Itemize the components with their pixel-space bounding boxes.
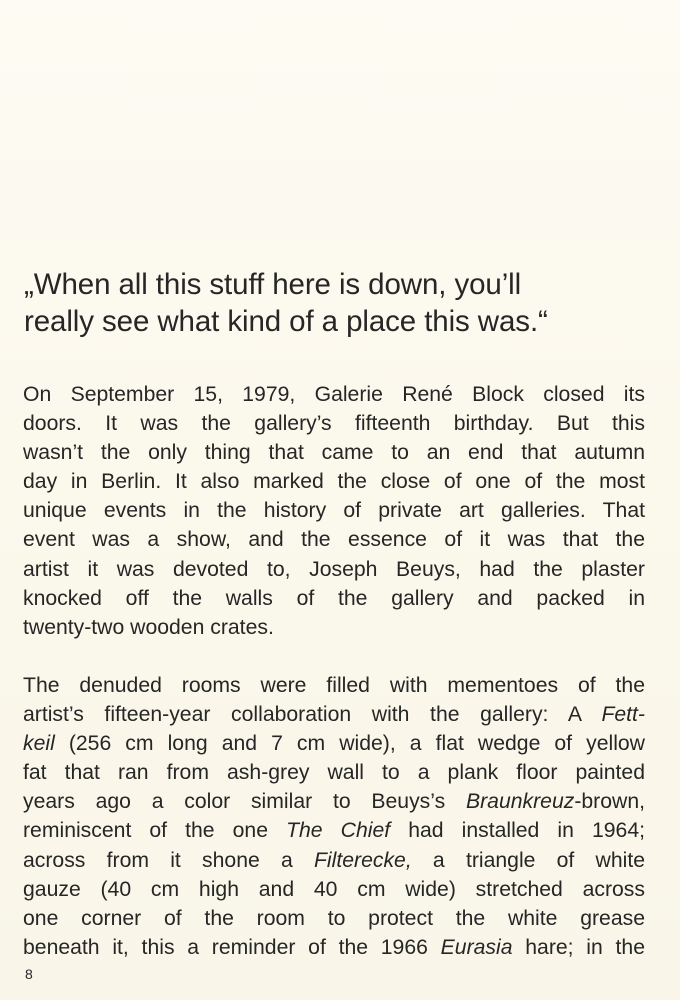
paragraph-2-line [23,816,645,845]
paragraph-2-line [23,671,645,700]
paragraph-1-line: knocked off the walls of the gallery and packed in [23,586,645,610]
italic-term: keil [23,732,55,756]
text-run: -brown, [574,790,645,814]
italic-term: The Chief [286,819,391,843]
italic-term: Fett- [601,703,645,727]
pull-quote [24,266,644,340]
text-run: fat that ran from ash-grey wall to a plank floor painted [23,761,645,785]
paragraph-2-line [23,846,645,875]
text-run: artist’s fifteen-year collaboration with the gallery: A [23,703,602,727]
text-run: across from it shone a [23,848,314,872]
paragraph-2-line [23,875,645,904]
paragraph-1-line: day in Berlin. It also marked the close of one of the most [23,470,645,494]
paragraph-1-line: twenty-two wooden crates. [23,615,274,639]
italic-term: Eurasia [440,935,513,959]
paragraph-2-line [23,787,645,816]
italic-term: Filterecke, [313,848,412,872]
text-run: years ago a color similar to Beuys’s [23,790,466,814]
paragraph-2-line [23,758,645,787]
paragraph-2 [23,671,645,962]
paragraph-1-line: wasn’t the only thing that came to an end that autumn [23,441,645,465]
text-run: (256 cm long and 7 cm wide), a flat wedge of yellow [54,732,645,756]
paragraph-2-line [23,729,645,758]
paragraph-1-line: doors. It was the gallery’s fifteenth birthday. But this [23,412,645,436]
text-run: reminiscent of the one [23,819,287,843]
italic-term: Braunkreuz [465,790,575,814]
quote-line-2: really see what kind of a place this was.“ [24,305,548,338]
paragraph-1-line: On September 15, 1979, Galerie René Block closed its [23,383,645,406]
paragraph-1-line: unique events in the history of private art galleries. That [23,499,645,523]
text-run: hare; in the [512,935,645,959]
text-run: The denuded rooms were filled with mementoes of the [23,674,645,697]
paragraph-2-line [23,904,645,933]
text-run: had installed in 1964; [390,819,645,843]
paragraph-1-line: event was a show, and the essence of it was that the [23,528,645,552]
paragraph-2-line [23,700,645,729]
text-run: gauze (40 cm high and 40 cm wide) stretched across [23,877,645,901]
paragraph-1 [23,380,645,642]
quote-line-1: „When all this stuff here is down, you’ll [24,268,522,301]
page-number: 8 [25,966,33,982]
paragraph-1-line: artist it was devoted to, Joseph Beuys, had the plaster [23,557,645,581]
text-run: a triangle of white [411,848,645,872]
text-run: beneath it, this a reminder of the 1966 [23,935,441,959]
paragraph-2-line [23,933,645,962]
text-run: one corner of the room to protect the white grease [23,906,645,930]
